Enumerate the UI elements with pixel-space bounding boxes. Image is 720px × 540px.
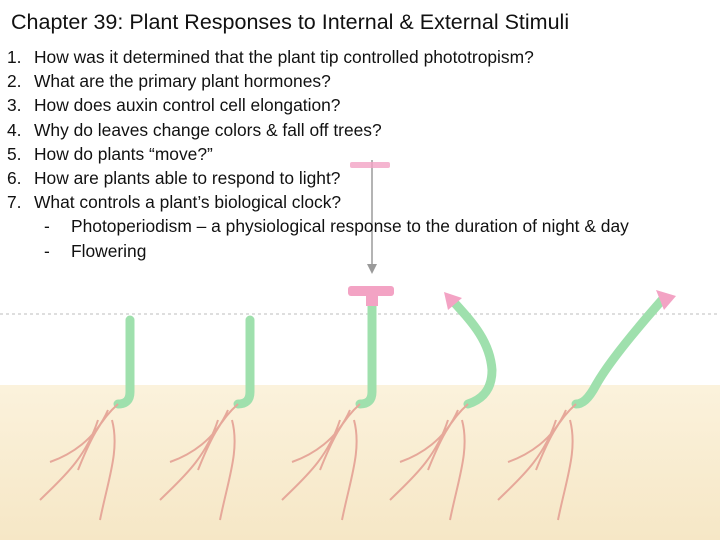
sub-point <box>44 214 629 238</box>
item-text: How does auxin control cell elongation? <box>34 95 341 116</box>
list-item <box>7 190 534 214</box>
item-number: 4. <box>7 119 22 140</box>
list-item <box>7 69 534 93</box>
item-number: 7. <box>7 192 22 213</box>
item-number: 2. <box>7 71 22 92</box>
item-text: Why do leaves change colors & fall off trees? <box>34 119 382 140</box>
list-item <box>7 118 534 142</box>
sub-point <box>44 239 629 263</box>
item-number: 5. <box>7 143 22 164</box>
list-item <box>7 93 534 117</box>
sub-point-marker: - <box>44 240 50 261</box>
sub-point-list <box>44 214 629 262</box>
slide-title: Chapter 39: Plant Responses to Internal & External Stimuli <box>11 10 570 34</box>
item-text: How do plants “move?” <box>34 143 213 164</box>
light-barrier-cap <box>348 286 394 296</box>
item-text: How was it determined that the plant tip controlled phototropism? <box>34 47 534 67</box>
sub-point-text: Flowering <box>71 240 147 261</box>
item-number: 3. <box>7 95 22 116</box>
sub-point-text: Photoperiodism – a physiological response to the duration of night & day <box>71 216 629 237</box>
item-text: How are plants able to respond to light? <box>34 167 341 188</box>
item-number: 1. <box>7 47 22 67</box>
question-list <box>7 45 534 214</box>
sub-point-marker: - <box>44 216 50 237</box>
item-text: What controls a plant’s biological clock? <box>34 192 342 213</box>
item-number: 6. <box>7 167 22 188</box>
list-item <box>7 166 534 190</box>
item-text: What are the primary plant hormones? <box>34 71 331 92</box>
list-item <box>7 45 534 69</box>
list-item <box>7 142 534 166</box>
